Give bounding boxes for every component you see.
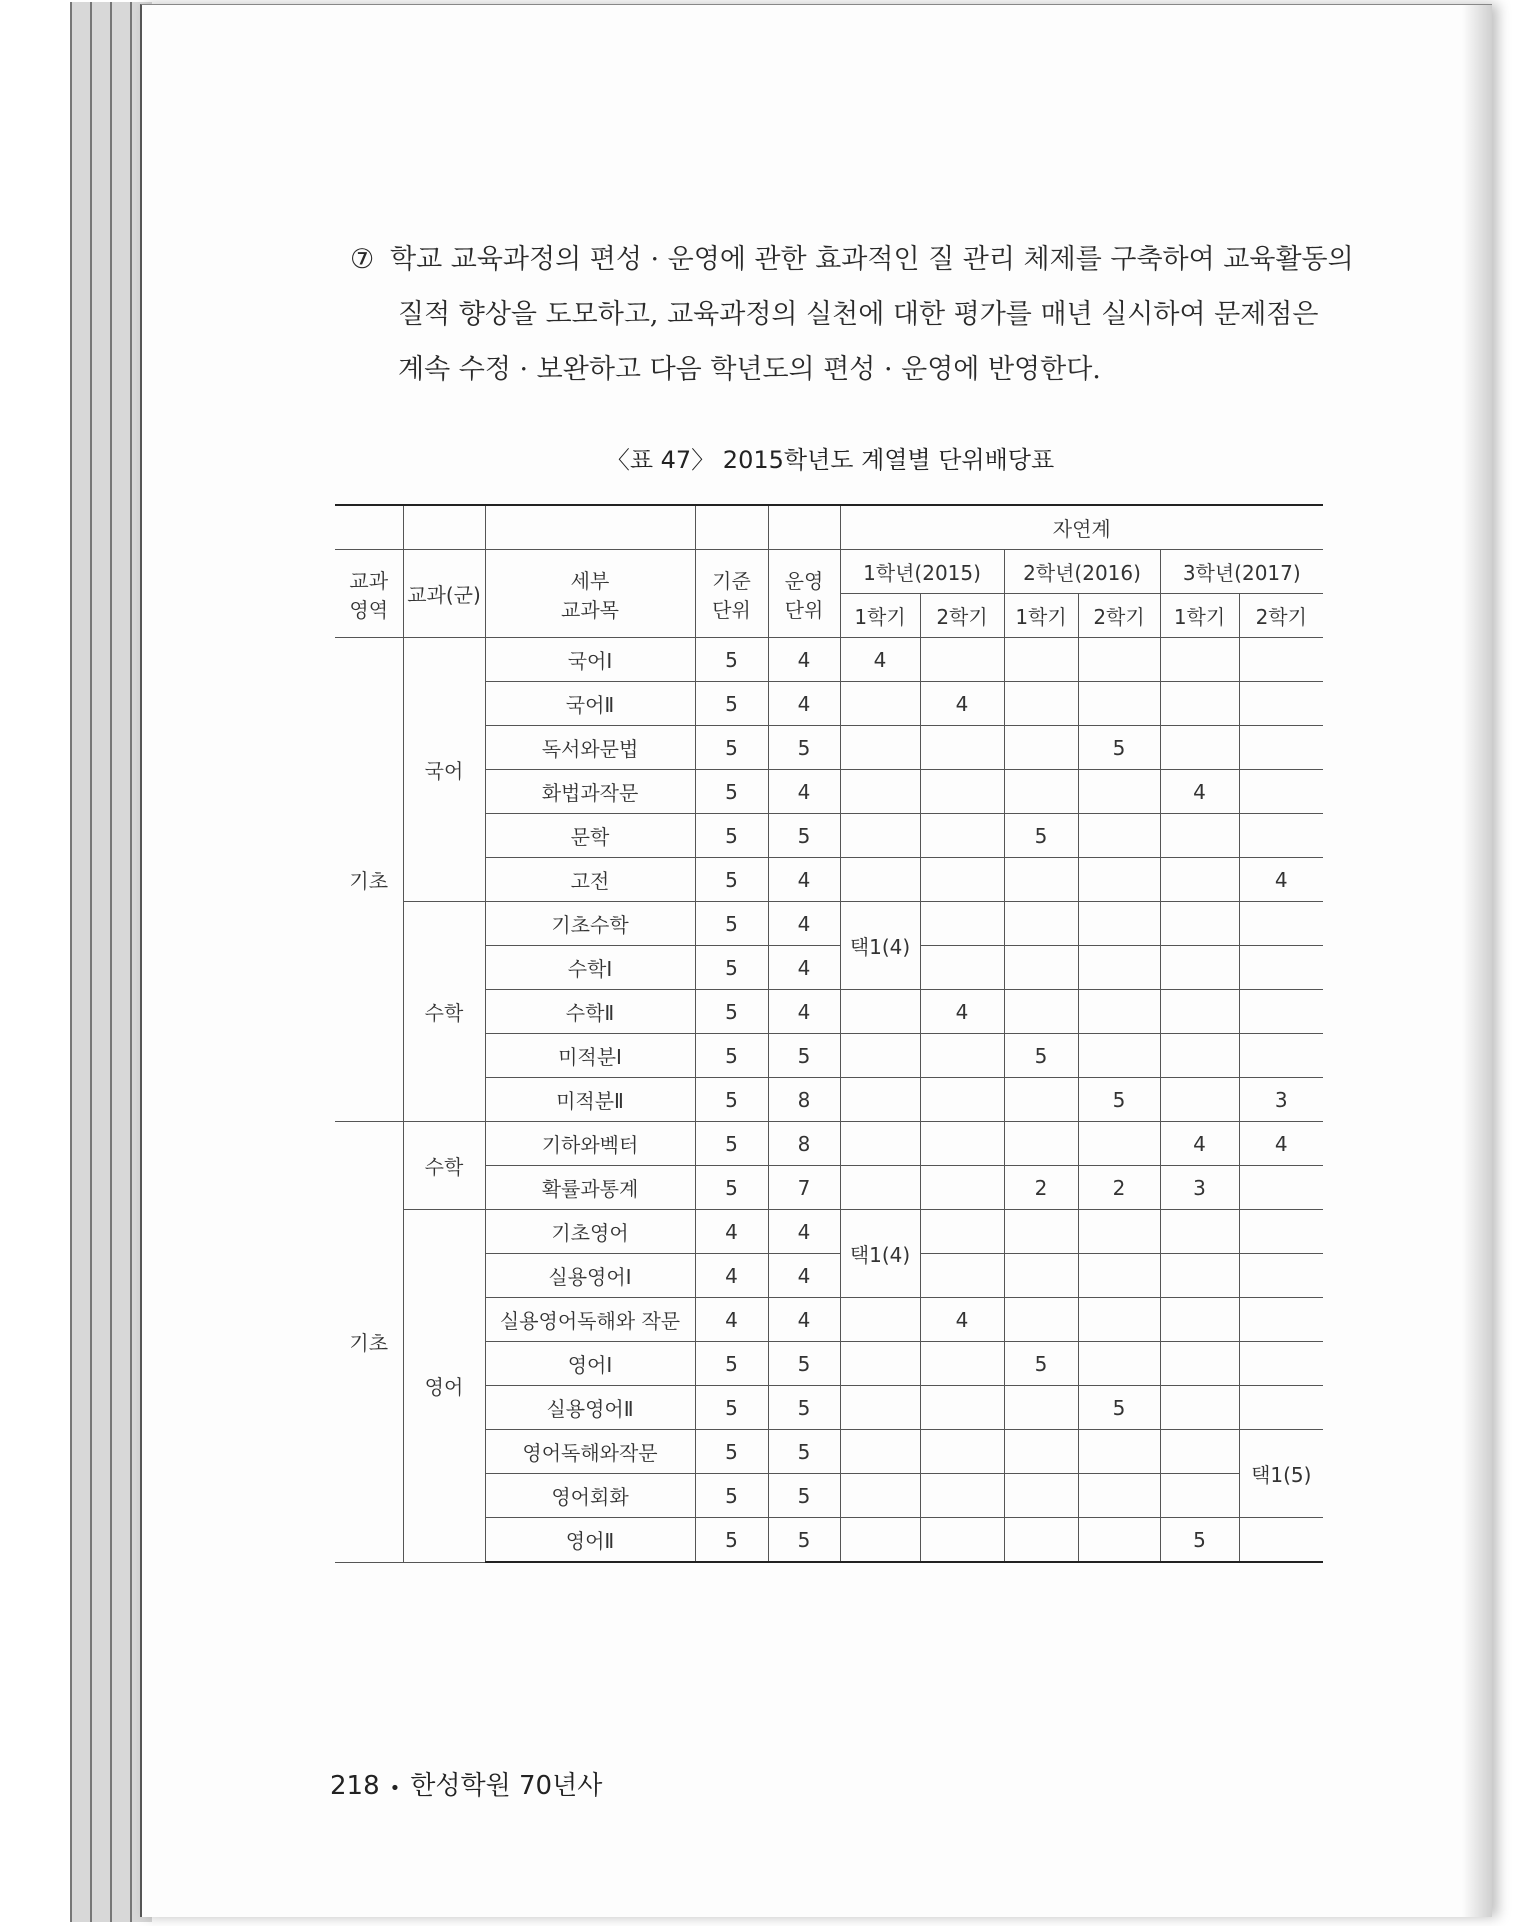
semester-cell xyxy=(920,638,1004,682)
subject-cell: 수학Ⅰ xyxy=(485,946,695,990)
subject-cell: 기초수학 xyxy=(485,902,695,946)
table-caption: 〈표 47〉 2015학년도 계열별 단위배당표 xyxy=(605,446,1055,474)
base-units-cell: 5 xyxy=(695,1078,768,1122)
subject-cell: 확률과통계 xyxy=(485,1166,695,1210)
semester-cell xyxy=(1078,814,1160,858)
semester-cell xyxy=(1004,858,1078,902)
base-units-cell: 4 xyxy=(695,1210,768,1254)
op-units-cell: 4 xyxy=(768,946,840,990)
semester-cell xyxy=(1239,726,1323,770)
semester-cell: 5 xyxy=(1078,1078,1160,1122)
paragraph-line-2: 질적 향상을 도모하고, 교육과정의 실천에 대한 평가를 매년 실시하여 문제점은 xyxy=(398,299,1319,330)
semester-cell xyxy=(1078,1034,1160,1078)
page-edge xyxy=(70,2,92,1922)
subject-cell: 화법과작문 xyxy=(485,770,695,814)
semester-cell xyxy=(840,1078,920,1122)
unit-allocation-table xyxy=(335,504,1323,1563)
subject-cell: 고전 xyxy=(485,858,695,902)
header-base-units: 기준 단위 xyxy=(695,550,768,638)
header-semester: 2학기 xyxy=(1078,594,1160,638)
op-units-cell: 5 xyxy=(768,814,840,858)
group-cell: 수학 xyxy=(403,1122,485,1210)
semester-cell xyxy=(1160,1298,1239,1342)
semester-cell: 5 xyxy=(1160,1518,1239,1563)
semester-cell xyxy=(1078,638,1160,682)
semester-cell: 4 xyxy=(1160,1122,1239,1166)
group-cell: 국어 xyxy=(403,638,485,902)
subject-cell: 영어회화 xyxy=(485,1474,695,1518)
subject-cell: 미적분Ⅱ xyxy=(485,1078,695,1122)
base-units-cell: 5 xyxy=(695,1122,768,1166)
semester-cell xyxy=(1160,858,1239,902)
semester-cell xyxy=(920,1210,1004,1254)
semester-cell xyxy=(920,902,1004,946)
header-semester: 2학기 xyxy=(1239,594,1323,638)
semester-cell xyxy=(1004,946,1078,990)
semester-cell xyxy=(1078,1210,1160,1254)
semester-cell xyxy=(1004,902,1078,946)
page-edge xyxy=(110,2,132,1922)
semester-cell xyxy=(840,726,920,770)
subject-cell: 기초영어 xyxy=(485,1210,695,1254)
semester-cell xyxy=(1004,1298,1078,1342)
op-units-cell: 4 xyxy=(768,1210,840,1254)
semester-cell: 5 xyxy=(1004,814,1078,858)
semester-cell xyxy=(920,1342,1004,1386)
group-cell: 영어 xyxy=(403,1210,485,1563)
subject-cell: 수학Ⅱ xyxy=(485,990,695,1034)
paragraph-line-3: 계속 수정 · 보완하고 다음 학년도의 편성 · 운영에 반영한다. xyxy=(398,354,1101,385)
semester-cell xyxy=(1239,1210,1323,1254)
paragraph-line-1: ⑦ 학교 교육과정의 편성 · 운영에 관한 효과적인 질 관리 체제를 구축하여 교육활동의 xyxy=(350,232,1330,287)
op-units-cell: 5 xyxy=(768,1474,840,1518)
base-units-cell: 5 xyxy=(695,1034,768,1078)
elective-cell: 택1(5) xyxy=(1239,1430,1323,1518)
paragraph-marker: ⑦ xyxy=(350,244,375,275)
semester-cell xyxy=(1078,682,1160,726)
semester-cell xyxy=(1160,814,1239,858)
semester-cell xyxy=(1239,1342,1323,1386)
base-units-cell: 5 xyxy=(695,814,768,858)
base-units-cell: 5 xyxy=(695,1430,768,1474)
op-units-cell: 4 xyxy=(768,990,840,1034)
subject-cell: 실용영어Ⅰ xyxy=(485,1254,695,1298)
semester-cell xyxy=(1078,902,1160,946)
semester-cell: 5 xyxy=(1004,1342,1078,1386)
subject-cell: 영어Ⅱ xyxy=(485,1518,695,1563)
header-semester: 1학기 xyxy=(1160,594,1239,638)
semester-cell xyxy=(1160,638,1239,682)
semester-cell xyxy=(1078,946,1160,990)
op-units-cell: 8 xyxy=(768,1122,840,1166)
semester-cell xyxy=(920,1122,1004,1166)
semester-cell xyxy=(1160,1430,1239,1474)
op-units-cell: 8 xyxy=(768,1078,840,1122)
semester-cell: 5 xyxy=(1004,1034,1078,1078)
base-units-cell: 5 xyxy=(695,1166,768,1210)
semester-cell xyxy=(1004,990,1078,1034)
semester-cell xyxy=(1160,1474,1239,1518)
header-semester: 2학기 xyxy=(920,594,1004,638)
subject-cell: 영어독해와작문 xyxy=(485,1430,695,1474)
semester-cell xyxy=(1160,902,1239,946)
subject-cell: 독서와문법 xyxy=(485,726,695,770)
semester-cell: 5 xyxy=(1078,726,1160,770)
semester-cell: 4 xyxy=(920,682,1004,726)
op-units-cell: 4 xyxy=(768,1254,840,1298)
semester-cell xyxy=(840,858,920,902)
semester-cell xyxy=(920,726,1004,770)
semester-cell xyxy=(1239,1254,1323,1298)
semester-cell xyxy=(1004,1474,1078,1518)
semester-cell xyxy=(1239,990,1323,1034)
semester-cell xyxy=(920,1386,1004,1430)
semester-cell xyxy=(1239,902,1323,946)
base-units-cell: 5 xyxy=(695,1386,768,1430)
semester-cell xyxy=(1239,682,1323,726)
base-units-cell: 5 xyxy=(695,638,768,682)
semester-cell: 3 xyxy=(1160,1166,1239,1210)
semester-cell xyxy=(1004,726,1078,770)
page-edge xyxy=(90,2,112,1922)
book-title: 한성학원 70년사 xyxy=(410,1771,603,1801)
base-units-cell: 5 xyxy=(695,858,768,902)
table-row xyxy=(335,638,1323,682)
table-row xyxy=(335,1122,1323,1166)
semester-cell xyxy=(1078,1518,1160,1563)
op-units-cell: 4 xyxy=(768,1298,840,1342)
semester-cell xyxy=(1239,1298,1323,1342)
op-units-cell: 4 xyxy=(768,858,840,902)
semester-cell xyxy=(1239,1034,1323,1078)
header-subject-group: 교과(군) xyxy=(403,550,485,638)
semester-cell: 4 xyxy=(1160,770,1239,814)
subject-cell: 미적분Ⅰ xyxy=(485,1034,695,1078)
semester-cell: 5 xyxy=(1078,1386,1160,1430)
base-units-cell: 4 xyxy=(695,1298,768,1342)
table-row xyxy=(335,902,1323,946)
semester-cell xyxy=(920,1034,1004,1078)
semester-cell: 4 xyxy=(1239,858,1323,902)
semester-cell xyxy=(840,1034,920,1078)
semester-cell xyxy=(1160,1034,1239,1078)
subject-cell: 문학 xyxy=(485,814,695,858)
semester-cell xyxy=(920,1430,1004,1474)
semester-cell: 4 xyxy=(920,1298,1004,1342)
base-units-cell: 5 xyxy=(695,770,768,814)
op-units-cell: 5 xyxy=(768,726,840,770)
semester-cell xyxy=(1160,990,1239,1034)
semester-cell xyxy=(1004,638,1078,682)
semester-cell xyxy=(1004,1518,1078,1563)
semester-cell xyxy=(920,1078,1004,1122)
subject-cell: 국어Ⅰ xyxy=(485,638,695,682)
header-year2: 2학년(2016) xyxy=(1004,550,1160,594)
semester-cell xyxy=(920,770,1004,814)
op-units-cell: 5 xyxy=(768,1034,840,1078)
semester-cell xyxy=(840,770,920,814)
semester-cell xyxy=(920,858,1004,902)
semester-cell: 4 xyxy=(840,638,920,682)
op-units-cell: 5 xyxy=(768,1518,840,1563)
op-units-cell: 4 xyxy=(768,770,840,814)
semester-cell xyxy=(1239,814,1323,858)
subject-cell: 기하와벡터 xyxy=(485,1122,695,1166)
semester-cell xyxy=(840,990,920,1034)
base-units-cell: 5 xyxy=(695,990,768,1034)
semester-cell xyxy=(1004,1210,1078,1254)
header-semester: 1학기 xyxy=(1004,594,1078,638)
subject-cell: 국어Ⅱ xyxy=(485,682,695,726)
body-paragraph xyxy=(350,232,1354,397)
group-cell: 수학 xyxy=(403,902,485,1122)
semester-cell: 2 xyxy=(1078,1166,1160,1210)
area-cell: 기초 xyxy=(335,1122,403,1563)
semester-cell xyxy=(1078,1298,1160,1342)
base-units-cell: 5 xyxy=(695,1474,768,1518)
semester-cell xyxy=(1160,1210,1239,1254)
semester-cell xyxy=(840,682,920,726)
semester-cell xyxy=(1004,1254,1078,1298)
semester-cell xyxy=(1160,1254,1239,1298)
semester-cell xyxy=(840,1386,920,1430)
semester-cell xyxy=(1239,1386,1323,1430)
semester-cell xyxy=(1160,1386,1239,1430)
base-units-cell: 5 xyxy=(695,946,768,990)
semester-cell: 4 xyxy=(920,990,1004,1034)
semester-cell xyxy=(1078,1342,1160,1386)
base-units-cell: 5 xyxy=(695,1518,768,1563)
semester-cell xyxy=(1160,682,1239,726)
semester-cell xyxy=(1078,990,1160,1034)
subject-cell: 실용영어Ⅱ xyxy=(485,1386,695,1430)
op-units-cell: 4 xyxy=(768,682,840,726)
semester-cell xyxy=(1004,770,1078,814)
semester-cell xyxy=(1078,1122,1160,1166)
semester-cell xyxy=(1239,770,1323,814)
semester-cell xyxy=(1004,1386,1078,1430)
semester-cell xyxy=(1160,946,1239,990)
base-units-cell: 4 xyxy=(695,1254,768,1298)
header-semester: 1학기 xyxy=(840,594,920,638)
semester-cell: 3 xyxy=(1239,1078,1323,1122)
op-units-cell: 4 xyxy=(768,638,840,682)
footer-separator: • xyxy=(389,1778,401,1799)
semester-cell xyxy=(840,1298,920,1342)
page-footer xyxy=(330,1765,602,1802)
op-units-cell: 5 xyxy=(768,1430,840,1474)
group-header: 자연계 xyxy=(840,505,1323,550)
semester-cell xyxy=(840,814,920,858)
semester-cell xyxy=(840,1166,920,1210)
page-number: 218 xyxy=(330,1771,380,1801)
semester-cell xyxy=(1078,770,1160,814)
header-area: 교과 영역 xyxy=(335,550,403,638)
header-year1: 1학년(2015) xyxy=(840,550,1004,594)
semester-cell xyxy=(840,1474,920,1518)
semester-cell xyxy=(920,814,1004,858)
subject-cell: 실용영어독해와 작문 xyxy=(485,1298,695,1342)
semester-cell xyxy=(840,1518,920,1563)
semester-cell xyxy=(1160,1342,1239,1386)
semester-cell xyxy=(1078,858,1160,902)
semester-cell xyxy=(920,1254,1004,1298)
semester-cell xyxy=(1004,1430,1078,1474)
semester-cell xyxy=(1160,1078,1239,1122)
op-units-cell: 4 xyxy=(768,902,840,946)
semester-cell xyxy=(1239,1518,1323,1563)
base-units-cell: 5 xyxy=(695,1342,768,1386)
base-units-cell: 5 xyxy=(695,726,768,770)
subject-cell: 영어Ⅰ xyxy=(485,1342,695,1386)
semester-cell xyxy=(840,1122,920,1166)
semester-cell xyxy=(840,1430,920,1474)
semester-cell: 2 xyxy=(1004,1166,1078,1210)
semester-cell xyxy=(1078,1474,1160,1518)
table-row xyxy=(335,1210,1323,1254)
header-op-units: 운영 단위 xyxy=(768,550,840,638)
semester-cell xyxy=(920,1166,1004,1210)
base-units-cell: 5 xyxy=(695,682,768,726)
semester-cell xyxy=(1078,1430,1160,1474)
semester-cell xyxy=(920,1518,1004,1563)
semester-cell xyxy=(1078,1254,1160,1298)
semester-cell xyxy=(1004,1122,1078,1166)
op-units-cell: 5 xyxy=(768,1386,840,1430)
elective-cell: 택1(4) xyxy=(840,1210,920,1298)
header-subject: 세부 교과목 xyxy=(485,550,695,638)
semester-cell xyxy=(1160,726,1239,770)
semester-cell xyxy=(1004,1078,1078,1122)
semester-cell: 4 xyxy=(1239,1122,1323,1166)
area-cell: 기초 xyxy=(335,638,403,1122)
semester-cell xyxy=(920,946,1004,990)
elective-cell: 택1(4) xyxy=(840,902,920,990)
semester-cell xyxy=(1239,1166,1323,1210)
semester-cell xyxy=(1004,682,1078,726)
semester-cell xyxy=(1239,638,1323,682)
base-units-cell: 5 xyxy=(695,902,768,946)
header-year3: 3학년(2017) xyxy=(1160,550,1323,594)
semester-cell xyxy=(840,1342,920,1386)
semester-cell xyxy=(1239,946,1323,990)
op-units-cell: 7 xyxy=(768,1166,840,1210)
op-units-cell: 5 xyxy=(768,1342,840,1386)
semester-cell xyxy=(920,1474,1004,1518)
